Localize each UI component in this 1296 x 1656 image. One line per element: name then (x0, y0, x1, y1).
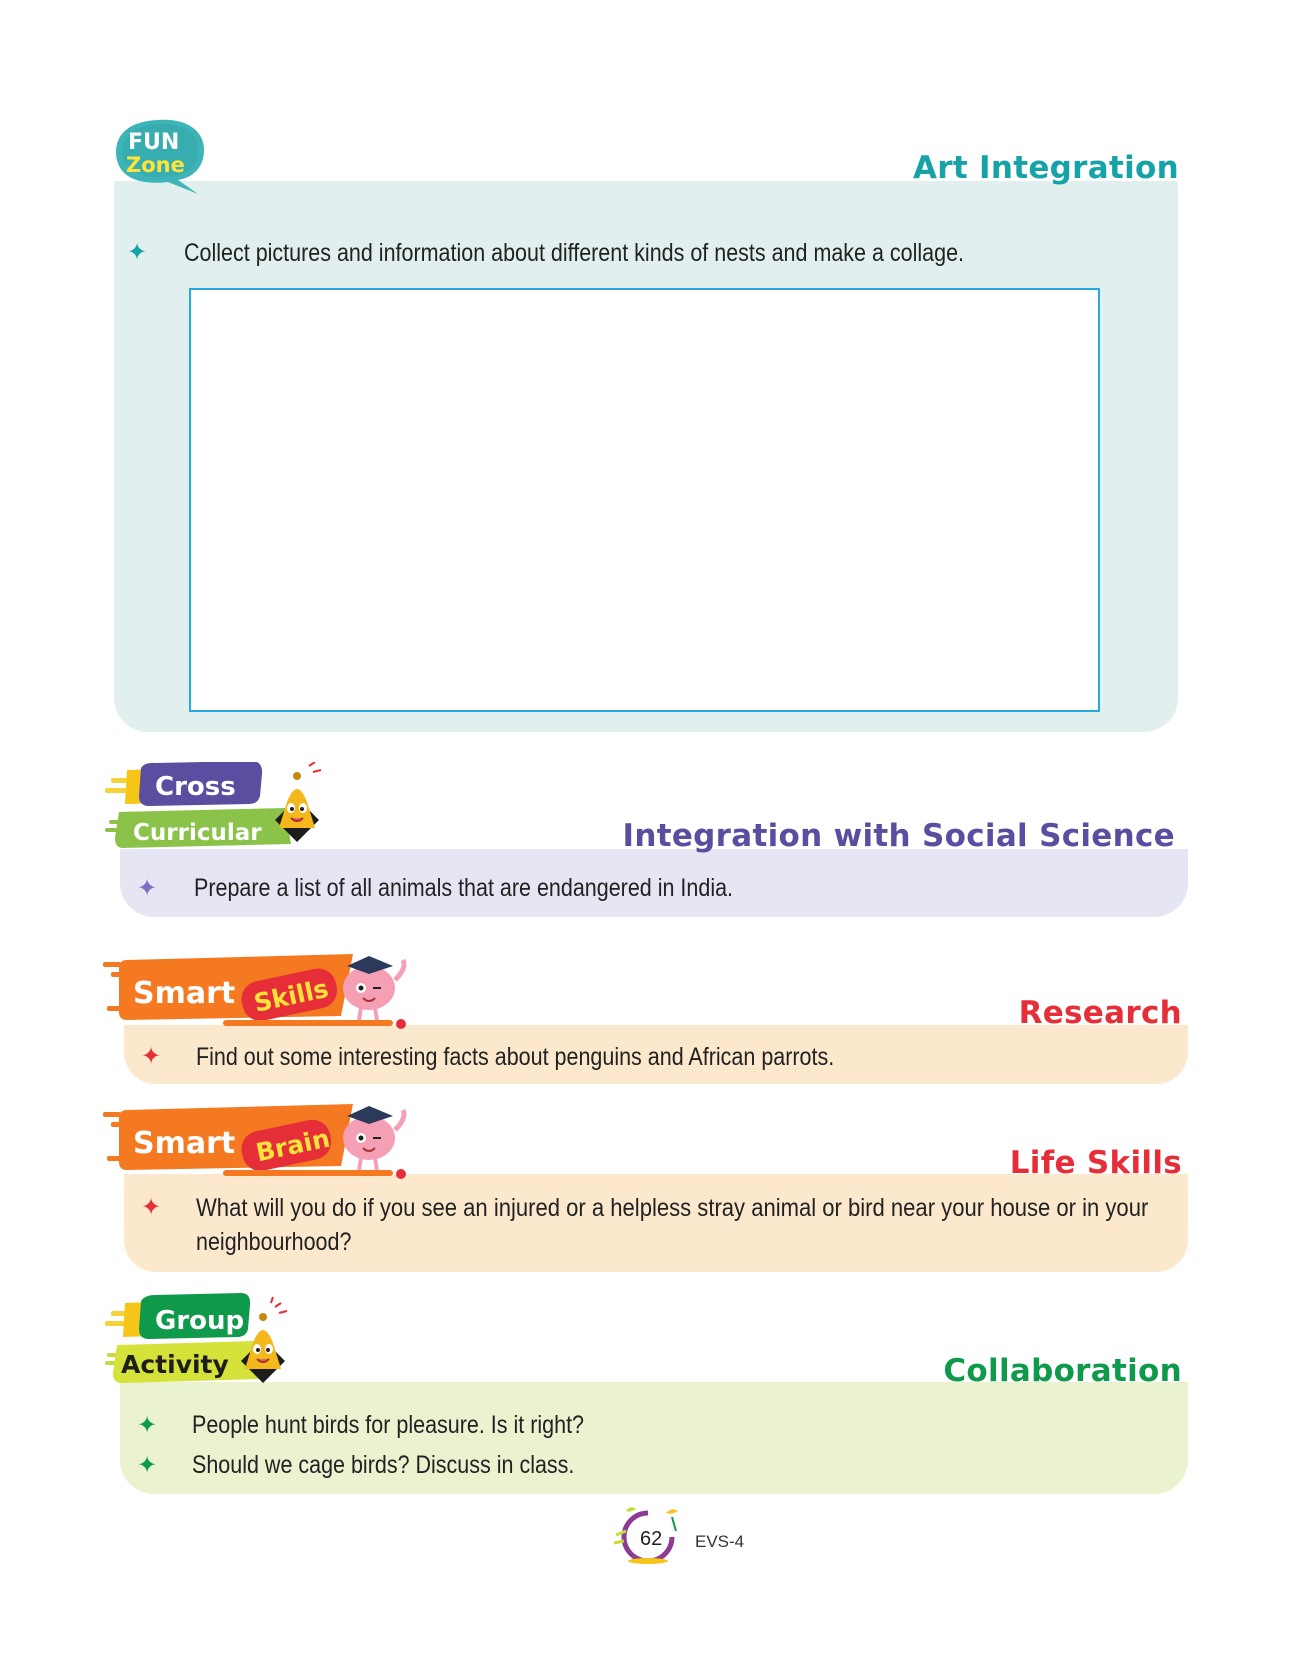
skills-badge-word2: Skills (251, 973, 331, 1018)
group-activity-badge (105, 1293, 305, 1391)
sparkle-bullet-icon: ✦ (141, 1043, 162, 1070)
collaboration-item-1: People hunt birds for pleasure. Is it right? (192, 1411, 584, 1439)
art-integration-item: Collect pictures and information about different kinds of nests and make a collage. (184, 239, 965, 267)
sparkle-bullet-icon: ✦ (137, 875, 158, 902)
research-heading: Research (1018, 995, 1182, 1031)
collaboration-heading: Collaboration (943, 1353, 1182, 1389)
social-science-item: Prepare a list of all animals that are endangered in India. (194, 874, 734, 902)
sparkle-bullet-icon: ✦ (127, 239, 148, 266)
brain-badge-word2: Brain (253, 1123, 333, 1168)
art-integration-heading: Art Integration (912, 150, 1179, 186)
skills-badge-word1: Smart (133, 976, 236, 1011)
cross-curricular-badge (105, 762, 345, 858)
book-code: EVS-4 (695, 1532, 745, 1551)
fun-badge-line2: Zone (126, 153, 185, 177)
smart-skills-badge (103, 950, 423, 1030)
collaboration-item-2: Should we cage birds? Discuss in class. (192, 1451, 575, 1479)
life-skills-item-line1: What will you do if you see an injured or a helpless stray animal or bird near your house or in your (196, 1194, 1149, 1222)
life-skills-item-line2: neighbourhood? (196, 1228, 352, 1256)
group-badge-line1: Group (155, 1306, 245, 1336)
sparkle-bullet-icon: ✦ (141, 1194, 162, 1221)
cross-badge-line1: Cross (155, 772, 236, 802)
life-skills-heading: Life Skills (1009, 1145, 1182, 1181)
research-item: Find out some interesting facts about penguins and African parrots. (196, 1043, 835, 1071)
brain-badge-word1: Smart (133, 1126, 236, 1161)
brain-mascot-icon (343, 1106, 404, 1170)
sparkle-bullet-icon: ✦ (137, 1412, 158, 1439)
smart-brain-badge (103, 1100, 423, 1180)
group-badge-line2: Activity (121, 1350, 229, 1379)
fun-badge-line1: FUN (128, 130, 180, 155)
collage-box (189, 288, 1100, 712)
brain-mascot-icon (343, 956, 404, 1020)
sparkle-bullet-icon: ✦ (137, 1452, 158, 1479)
fun-zone-badge (112, 116, 208, 198)
cross-badge-line2: Curricular (133, 820, 262, 846)
page-number: 62 (640, 1528, 663, 1550)
social-science-heading: Integration with Social Science (622, 818, 1175, 854)
